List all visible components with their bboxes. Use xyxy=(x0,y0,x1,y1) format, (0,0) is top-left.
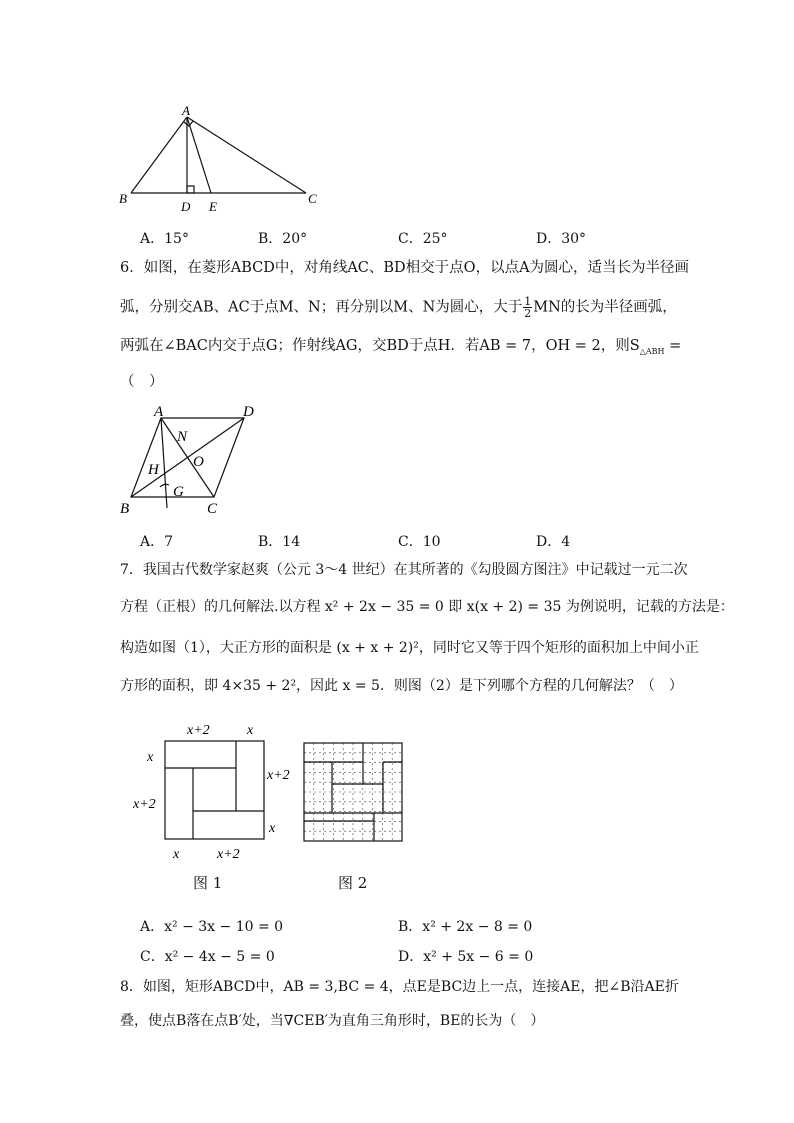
q6-label-h: H xyxy=(148,462,159,478)
q5-option-a[interactable]: A．15° xyxy=(140,231,189,247)
q7-fig2-caption: 图 2 xyxy=(338,874,368,892)
q7-fig1-label-top-right: x xyxy=(247,723,254,738)
q6-label-d: D xyxy=(243,404,254,420)
q5-option-d[interactable]: D．30° xyxy=(536,231,587,247)
q5-label-e: E xyxy=(209,199,217,214)
q6-label-o: O xyxy=(193,454,204,470)
q8-text-line2: 叠，使点B落在点B′处，当∇CEB′为直角三角形时，BE的长为（ ） xyxy=(120,1013,545,1029)
q5-label-d: D xyxy=(181,199,191,214)
q7-fig1-label-right-top: x+2 xyxy=(267,768,290,783)
q6-text-line3 xyxy=(120,336,681,362)
q6-label-c: C xyxy=(207,501,218,517)
q7-fig1-label-left-bottom: x+2 xyxy=(133,797,156,812)
q7-text-line1: 7．我国古代数学家赵爽（公元 3～4 世纪）在其所著的《勾股圆方图注》中记载过一元二次 xyxy=(120,562,688,578)
q7-option-b[interactable]: B．x² + 2x − 8 = 0 xyxy=(398,919,533,935)
q7-fig1-label-left-top: x xyxy=(147,750,154,765)
q7-fig1-label-bottom-left: x xyxy=(173,847,180,862)
q7-text-line4: 方形的面积，即 4×35 + 2²，因此 x = 5．则图（2）是下列哪个方程的几何解法？（ ） xyxy=(120,678,683,694)
q7-fig1-caption: 图 1 xyxy=(193,874,223,892)
q6-option-b[interactable]: B．14 xyxy=(258,534,301,550)
q7-text-line3: 构造如图（1），大正方形的面积是 (x + x + 2)²，同时它又等于四个矩形的面积加上中间小正 xyxy=(120,640,699,656)
q5-label-b: B xyxy=(119,191,127,206)
q6-text-line2 xyxy=(120,296,677,319)
q5-option-b[interactable]: B．20° xyxy=(258,231,308,247)
q7-figure-2 xyxy=(302,741,406,845)
q6-rhombus-figure xyxy=(112,400,272,520)
q7-figure-1 xyxy=(125,715,305,865)
q6-line2-post: MN的长为半径画弧， xyxy=(533,299,677,316)
q6-label-b: B xyxy=(120,501,130,517)
q6-label-g: G xyxy=(173,484,184,500)
q6-option-c[interactable]: C．10 xyxy=(398,534,441,550)
q5-label-c: C xyxy=(308,191,317,206)
q6-line3-text: 两弧在∠BAC内交于点G；作射线AG，交BD于点H．若AB = 7，OH = 2，则S xyxy=(120,338,640,354)
q6-fraction xyxy=(523,296,532,319)
q6-option-d[interactable]: D．4 xyxy=(536,534,571,550)
q7-fig1-label-bottom-right: x+2 xyxy=(217,847,240,862)
q7-fig1-label-right-bottom: x xyxy=(269,821,276,836)
q6-text-line1: 6．如图，在菱形ABCD中，对角线AC、BD相交于点O，以点A为圆心，适当长为半径画 xyxy=(120,260,690,276)
q8-text-line1: 8．如图，矩形ABCD中，AB = 3,BC = 4，点E是BC边上一点，连接AE，把∠B沿AE折 xyxy=(120,979,679,995)
q6-line2-pre: 弧，分别交AB、AC于点M、N；再分别以M、N为圆心，大于 xyxy=(120,299,523,316)
q7-option-c[interactable]: C．x² − 4x − 5 = 0 xyxy=(140,949,275,965)
q7-fig1-label-top-left: x+2 xyxy=(187,723,210,738)
q6-fraction-num: 1 xyxy=(524,295,532,308)
q6-option-a[interactable]: A．7 xyxy=(140,534,174,550)
q6-label-a: A xyxy=(154,404,164,420)
q5-label-a: A xyxy=(182,105,190,118)
q6-line3-end: = xyxy=(664,338,682,354)
q6-text-line4: （ ） xyxy=(120,374,164,390)
q6-fraction-den: 2 xyxy=(524,307,532,320)
q7-text-line2: 方程（正根）的几何解法.以方程 x² + 2x − 35 = 0 即 x(x + 2) = 35 为例说明，记载的方法是： xyxy=(120,599,734,615)
q5-option-c[interactable]: C．25° xyxy=(398,231,448,247)
q6-line3-sub: △ABH xyxy=(639,346,665,356)
q6-label-n: N xyxy=(177,429,188,445)
q7-option-a[interactable]: A．x² − 3x − 10 = 0 xyxy=(140,919,284,935)
q5-triangle-figure xyxy=(110,105,330,215)
q7-option-d[interactable]: D．x² + 5x − 6 = 0 xyxy=(398,949,534,965)
